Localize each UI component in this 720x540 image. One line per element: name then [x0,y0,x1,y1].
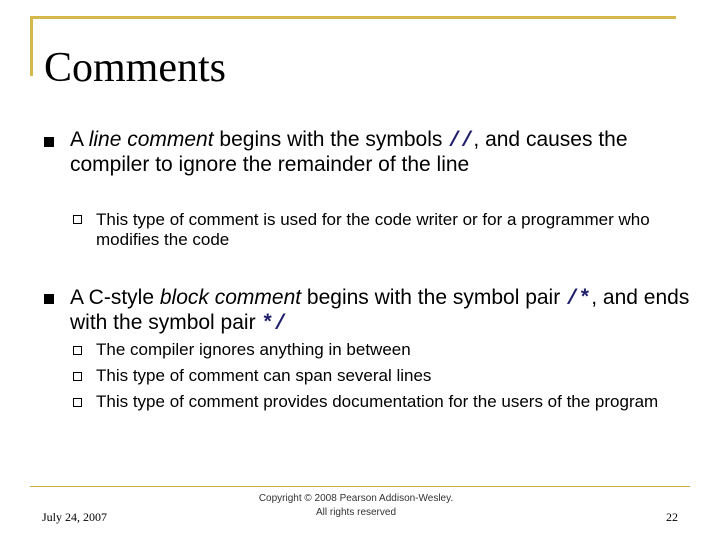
sub-bullet-icon [73,398,82,407]
point-2-code-open: /* [566,288,592,311]
top-frame-line [30,16,676,19]
point-2-text-c: , and ends with the symbol pair [70,286,690,334]
subpoint-1-1: This type of comment is used for the code writer or for a programmer who modifies the code [96,210,650,249]
sub-bullet-icon [73,372,82,381]
point-1-italic: line comment [88,128,214,151]
copyright-line-1: Copyright © 2008 Pearson Addison-Wesley. [258,493,454,504]
point-1 [70,128,670,176]
subpoint-2-1: The compiler ignores anything in between [96,340,411,359]
copyright-line-2: All rights reserved [315,507,397,518]
left-frame-line [30,16,33,76]
footer-date: July 24, 2007 [42,510,108,524]
point-1-text-c: , and causes the compiler to ignore the remainder of the line [70,128,628,176]
subpoint-2-3: This type of comment provides documentation for the users of the program [96,392,659,411]
point-2-italic: block comment [159,286,302,309]
slide-title: Comments [44,45,227,91]
subpoint-2-2: This type of comment can span several lines [96,366,432,385]
bullet-square-icon [44,294,54,304]
point-2-code-close: */ [261,313,287,336]
point-1-text-a: A [70,128,89,151]
bullet-square-icon [44,137,54,147]
sub-bullet-icon [73,346,82,355]
footer-rule [30,486,690,487]
sub-bullet-icon [73,215,82,224]
point-1-code: // [448,130,474,153]
point-2-text-b: begins with the symbol pair [301,286,567,309]
page-number: 22 [666,510,678,524]
point-1-text-b: begins with the symbols [213,128,449,151]
point-2 [70,286,690,336]
footer-copyright [238,492,474,520]
point-2-text-a: A C-style [70,286,160,309]
